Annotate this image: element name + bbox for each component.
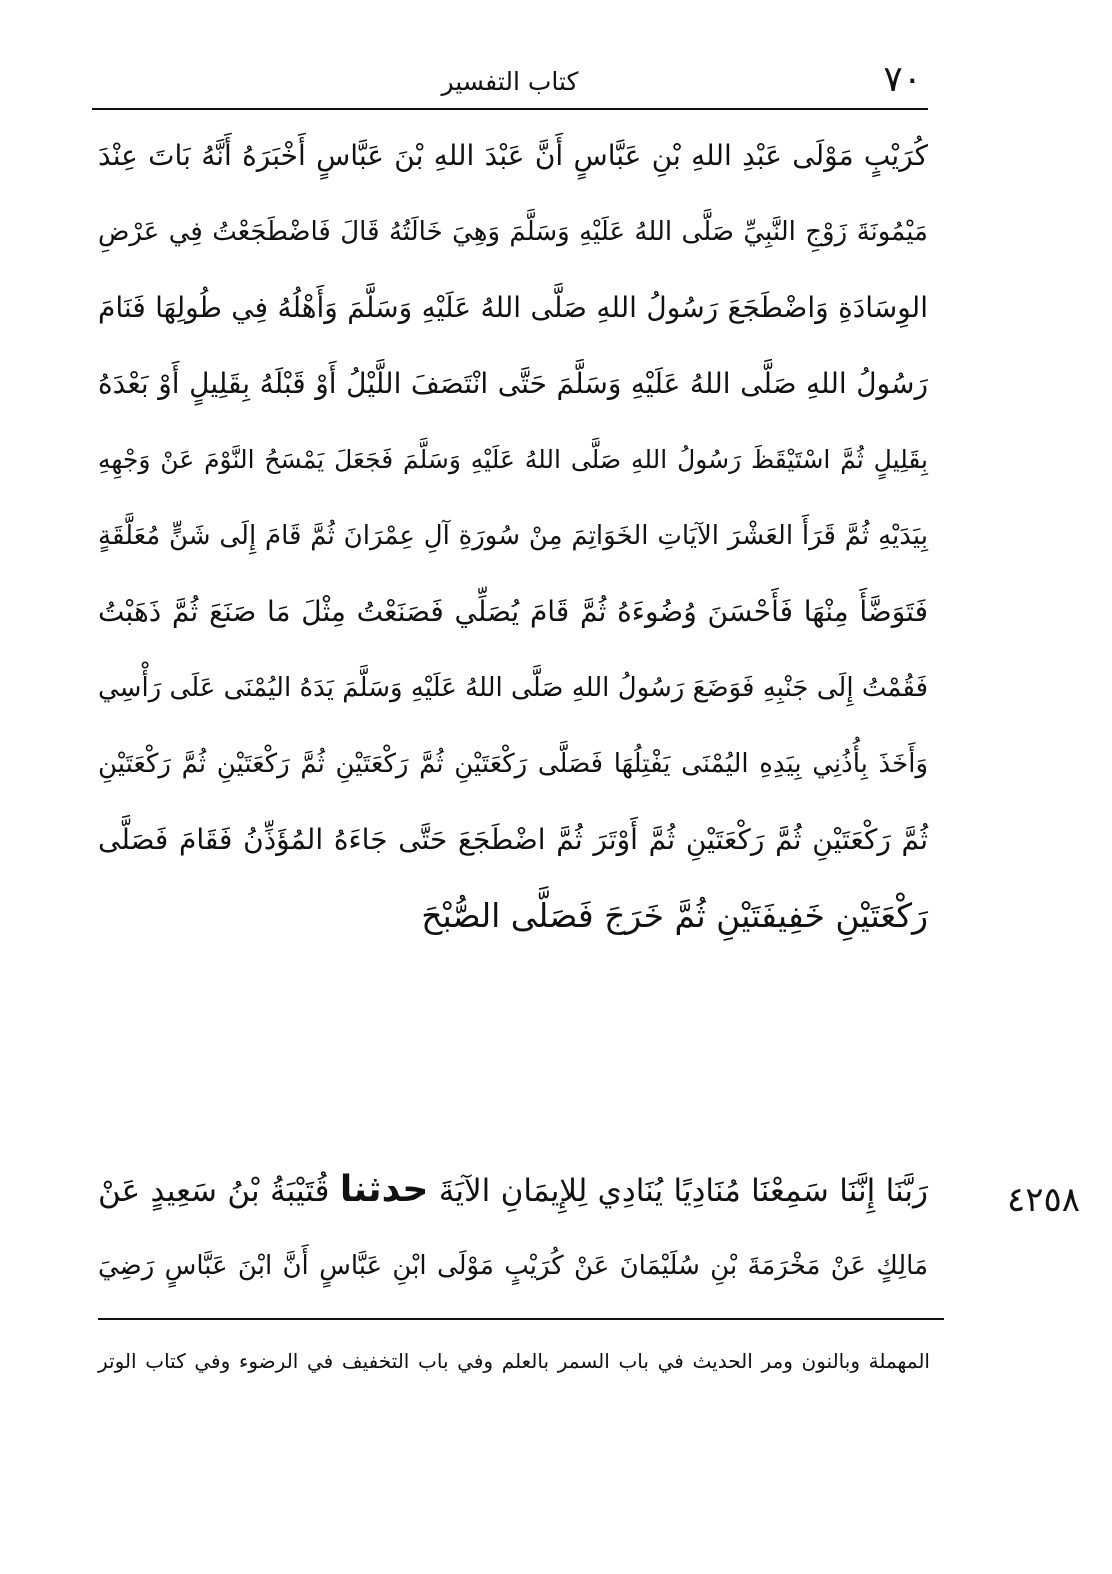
footnote: المهملة وبالنون ومر الحديث في باب السمر بالعلم وفي باب التخفيف في الرضوء وفي كتاب الوتر: [98, 1349, 930, 1373]
text-line: ثُمَّ رَكْعَتَيْنِ ثُمَّ رَكْعَتَيْنِ ثُمَّ أَوْتَرَ ثُمَّ اضْطَجَعَ حَتَّى جَاءَهُ المُؤَذِّنُ فَقَامَ فَصَلَّى: [98, 823, 928, 856]
hadith-line1-before: رَبَّنَا إِنَّنَا سَمِعْنَا مُنَادِيًا يُنَادِي لِلإِيمَانِ الآيَةَ: [438, 1173, 928, 1209]
text-line: فَقُمْتُ إِلَى جَنْبِهِ فَوَضَعَ رَسُولُ اللهِ صَلَّى اللهُ عَلَيْهِ وَسَلَّمَ يَدَهُ اليُمْنَى عَلَى رَأْسِي: [98, 673, 928, 703]
hadith-line: [98, 1152, 928, 1228]
page-header: [92, 58, 928, 104]
text-line: كُرَيْبٍ مَوْلَى عَبْدِ اللهِ بْنِ عَبَّاسٍ أَنَّ عَبْدَ اللهِ بْنَ عَبَّاسٍ أَخْبَرَهُ أَنَّهُ بَاتَ عِنْدَ: [98, 139, 928, 172]
text-line: رَكْعَتَيْنِ خَفِيفَتَيْنِ ثُمَّ خَرَجَ فَصَلَّى الصُّبْحَ: [421, 896, 928, 935]
footnote-rule: [98, 1318, 944, 1320]
text-line: مَيْمُونَةَ زَوْجِ النَّبِيِّ صَلَّى اللهُ عَلَيْهِ وَسَلَّمَ وَهِيَ خَالَتُهُ قَالَ فَاضْطَجَعْتُ فِي عَرْضِ: [98, 217, 928, 247]
running-title: كتاب التفسير: [441, 67, 579, 96]
header-rule: [92, 108, 928, 110]
hadith-number: ٤٢٥٨: [1006, 1180, 1080, 1220]
body-text: [98, 118, 928, 954]
text-line: رَسُولُ اللهِ صَلَّى اللهُ عَلَيْهِ وَسَلَّمَ حَتَّى انْتَصَفَ اللَّيْلُ أَوْ قَبْلَهُ بِقَلِيلٍ أَوْ بَعْدَهُ: [98, 367, 928, 400]
text-line: بِيَدَيْهِ ثُمَّ قَرَأَ العَشْرَ الآيَاتِ الخَوَاتِمَ مِنْ سُورَةِ آلِ عِمْرَانَ ثُمَّ قَامَ إِلَى شَنٍّ مُعَلَّقَةٍ: [98, 521, 928, 551]
hadith-line: مَالِكٍ عَنْ مَخْرَمَةَ بْنِ سُلَيْمَانَ عَنْ كُرَيْبٍ مَوْلَى ابْنِ عَبَّاسٍ أَنَّ ابْنَ عَبَّاسٍ رَضِيَ: [98, 1251, 928, 1281]
text-line: الوِسَادَةِ وَاضْطَجَعَ رَسُولُ اللهِ صَلَّى اللهُ عَلَيْهِ وَسَلَّمَ وَأَهْلُهُ فِي طُولِهَا فَنَامَ: [98, 291, 928, 324]
text-line: وَأَخَذَ بِأُذُنِي بِيَدِهِ اليُمْنَى يَفْتِلُهَا فَصَلَّى رَكْعَتَيْنِ ثُمَّ رَكْعَتَيْنِ ثُمَّ رَكْعَتَيْنِ ثُمَّ رَكْعَتَيْنِ: [98, 749, 928, 779]
page-number: ٧٠: [883, 59, 922, 100]
hadith-block: [98, 1152, 928, 1304]
text-line: فَتَوَضَّأَ مِنْهَا فَأَحْسَنَ وُضُوءَهُ ثُمَّ قَامَ يُصَلِّي فَصَنَعْتُ مِثْلَ مَا صَنَعَ ثُمَّ ذَهَبْتُ: [98, 595, 928, 628]
text-line: بِقَلِيلٍ ثُمَّ اسْتَيْقَظَ رَسُولُ اللهِ صَلَّى اللهُ عَلَيْهِ وَسَلَّمَ فَجَعَلَ يَمْسَحُ النَّوْمَ عَنْ وَجْهِهِ: [98, 445, 928, 474]
haddathana-word: حدثنا: [339, 1169, 429, 1210]
hadith-line1-after: قُتَيْبَةُ بْنُ سَعِيدٍ عَنْ: [98, 1173, 330, 1209]
